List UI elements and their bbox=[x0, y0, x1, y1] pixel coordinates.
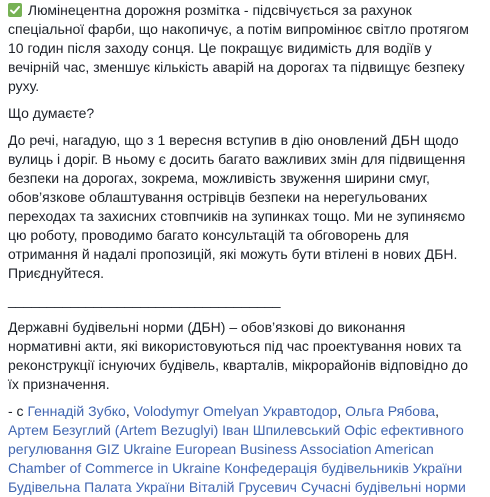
definition-paragraph: Державні будівельні норми (ДБН) – обов’язкові до виконання нормативні акти, які використовуються під час проектування нових та реконструкції існуючих будівель, кварталів, мікрорайонів відповідно до їх призначення. bbox=[8, 319, 469, 392]
mention-link[interactable]: Укравтодор bbox=[262, 403, 338, 419]
mention-link[interactable]: American Chamber of Commerce in Ukraine bbox=[8, 441, 434, 476]
mention-link[interactable]: Сучасні будівельні норми bbox=[300, 479, 466, 495]
mention-link[interactable]: Конфедерація будівельників України bbox=[224, 460, 463, 476]
mentions-paragraph: - с Геннадій Зубко, Volodymyr Omelyan Укравтодор, Ольга Рябова, Артем Безуглий (Artem Bezuglyi) Іван Шпилевський Офіс ефективного регулювання GIZ Ukraine European Business Association American Chamber of Commerce in Ukraine Конфедерація будівельників України Будівельна Палата України Віталій Грусевич Сучасні будівельні норми bbox=[8, 403, 466, 495]
mention-link[interactable]: Офіс ефективного регулювання bbox=[8, 422, 464, 457]
mention-link[interactable]: Артем Безуглий (Artem Bezuglyi) bbox=[8, 422, 219, 438]
mention-link[interactable]: Volodymyr Omelyan bbox=[133, 403, 259, 419]
intro-text: Люмінецентна дорожня розмітка - підсвічується за рахунок спеціальної фарби, що накопичує, а потім випромінює світло протягом 10 годин після заходу сонця. Це покращує видимість для водіїв у вечірній час, зменшує кількість аварій на дорогах та підвищує безпеку руху. bbox=[8, 2, 469, 94]
mention-link[interactable]: Іван Шпилевський bbox=[222, 422, 341, 438]
mention-link[interactable]: Віталій Грусевич bbox=[188, 479, 297, 495]
question-paragraph: Що думаєте? bbox=[8, 105, 95, 121]
separator-line: ___________________________________ bbox=[8, 292, 281, 308]
mention-link[interactable]: Будівельна Палата України bbox=[8, 479, 185, 495]
mention-link[interactable]: Геннадій Зубко bbox=[27, 403, 126, 419]
body-paragraph: До речі, нагадую, що з 1 вересня вступив в дію оновлений ДБН щодо вулиць і доріг. В ньому є досить багато важливих змін для підвищення безпеки на дорогах, зокрема, можливість звуження ширини смуг, обов’язкове облаштування острівців безпеки на нерегульованих переходах та захисних стовпчиків на зупинках тощо. Ми не зупиняємо цю роботу, проводимо багато консультацій та обговорень для отримання й надалі пропозицій, які можуть бути втілені в нових ДБН. Приєднуйтеся. bbox=[8, 132, 466, 281]
intro-paragraph bbox=[8, 1, 482, 96]
mention-link[interactable]: GIZ Ukraine bbox=[96, 441, 172, 457]
mention-link[interactable]: European Business Association bbox=[175, 441, 372, 457]
with-prefix: - с bbox=[8, 403, 24, 419]
check-mark-icon bbox=[8, 3, 22, 17]
mention-link[interactable]: Ольга Рябова bbox=[345, 403, 436, 419]
